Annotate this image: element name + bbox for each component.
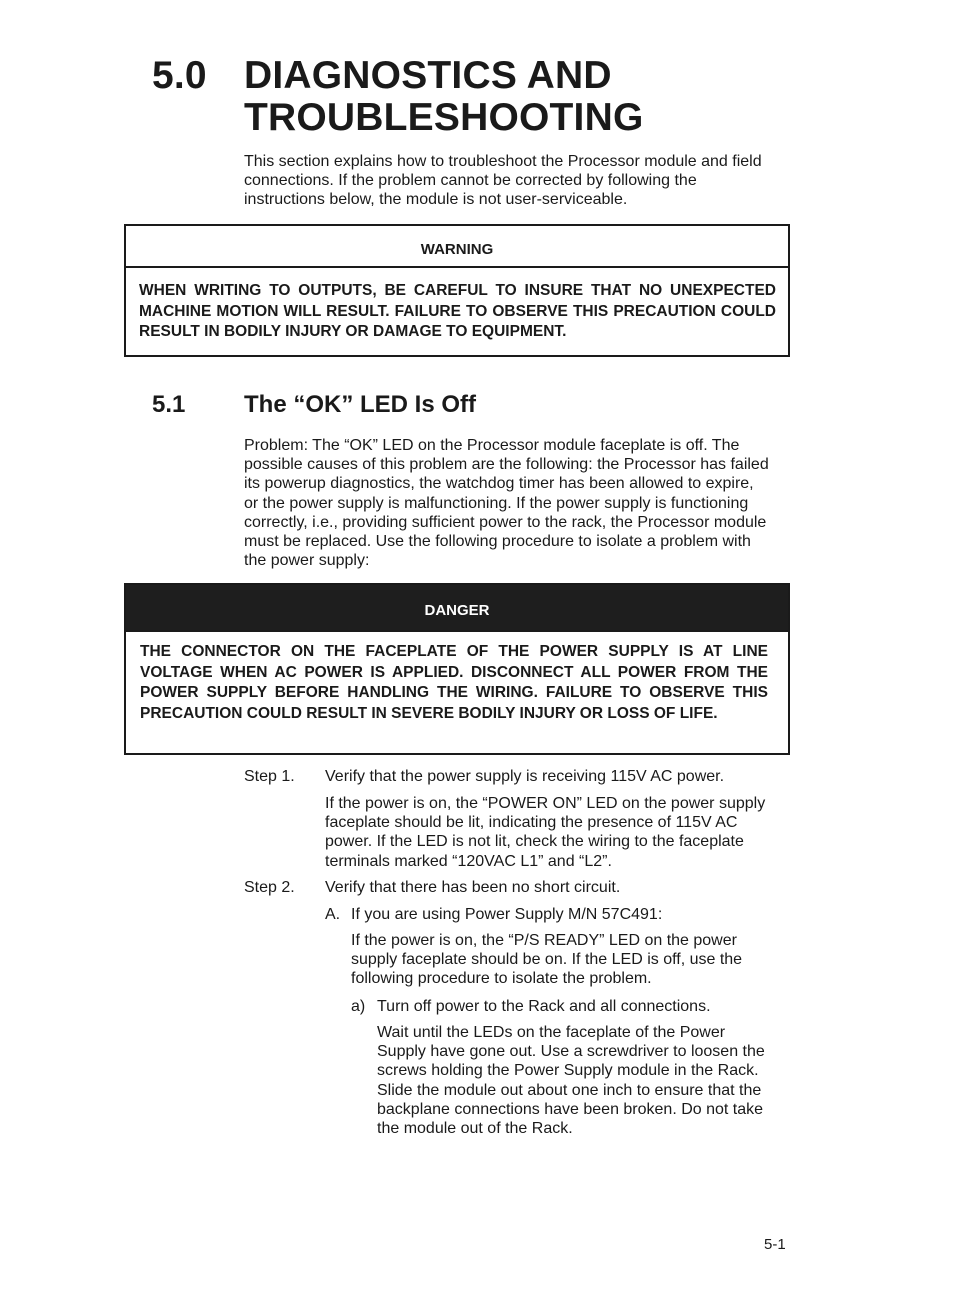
item-a-detail: Wait until the LEDs on the faceplate of the Power Supply have gone out. Use a screwdriver to loosen the screws holding the Power Supply module in the Rack. Slide the module out about one inch to ensure that the backplane connections have been broken. Do not take the module out of the Rack. [377, 1024, 765, 1138]
chapter-title-line-2: TROUBLESHOOTING [244, 96, 644, 139]
substep-a-title: If you are using Power Supply M/N 57C491: [351, 906, 663, 923]
step-1-label: Step 1. [244, 768, 295, 785]
step-1-title: Verify that the power supply is receiving 115V AC power. [325, 768, 725, 785]
step-2-title: Verify that there has been no short circuit. [325, 879, 621, 896]
item-a-title: Turn off power to the Rack and all connections. [377, 998, 711, 1015]
chapter-title [244, 55, 804, 139]
section-number: 5.1 [152, 391, 186, 418]
substep-a-label: A. [325, 906, 341, 923]
item-a-label: a) [351, 998, 366, 1015]
page-number: 5-1 [764, 1236, 786, 1253]
step-1-detail: If the power is on, the “POWER ON” LED on the power supply faceplate should be lit, indicating the presence of 115V AC power. If the LED is not lit, check the wiring to the faceplate terminals marked “120VAC L1” and “L2”. [325, 795, 766, 870]
danger-box [124, 583, 790, 755]
danger-text: THE CONNECTOR ON THE FACEPLATE OF THE POWER SUPPLY IS AT LINE VOLTAGE WHEN AC POWER IS APPLIED. DISCONNECT ALL POWER FROM THE POWER SUPPLY BEFORE HANDLING THE WIRING. FAILURE TO OBSERVE THIS PRECAUTION COULD RESULT IN SEVERE BODILY INJURY OR LOSS OF LIFE. [140, 643, 768, 722]
warning-box [124, 224, 790, 357]
danger-heading: DANGER [126, 585, 788, 632]
section-title: The “OK” LED Is Off [244, 391, 477, 418]
problem-paragraph: Problem: The “OK” LED on the Processor module faceplate is off. The possible causes of this problem are the following: the Processor has failed its powerup diagnostics, the watchdog timer has been allowed to expire, or the power supply is malfunctioning. If the power supply is functioning correctly, i.e., providing sufficient power to the rack, the Processor module must be replaced. Use the following procedure to isolate a problem with the power supply: [244, 437, 769, 570]
chapter-number: 5.0 [152, 54, 207, 97]
substep-a-detail: If the power is on, the “P/S READY” LED on the power supply faceplate should be on. If the LED is off, use the following procedure to isolate the problem. [351, 932, 743, 988]
step-2-label: Step 2. [244, 879, 295, 896]
chapter-title-line-1: DIAGNOSTICS AND [244, 54, 612, 97]
warning-text: WHEN WRITING TO OUTPUTS, BE CAREFUL TO INSURE THAT NO UNEXPECTED MACHINE MOTION WILL RESULT. FAILURE TO OBSERVE THIS PRECAUTION COULD RESULT IN BODILY INJURY OR DAMAGE TO EQUIPMENT. [139, 282, 776, 340]
chapter-intro: This section explains how to troubleshoot the Processor module and field connections. If the problem cannot be corrected by following the instructions below, the module is not user-serviceable. [244, 153, 762, 209]
warning-heading: WARNING [126, 226, 788, 268]
